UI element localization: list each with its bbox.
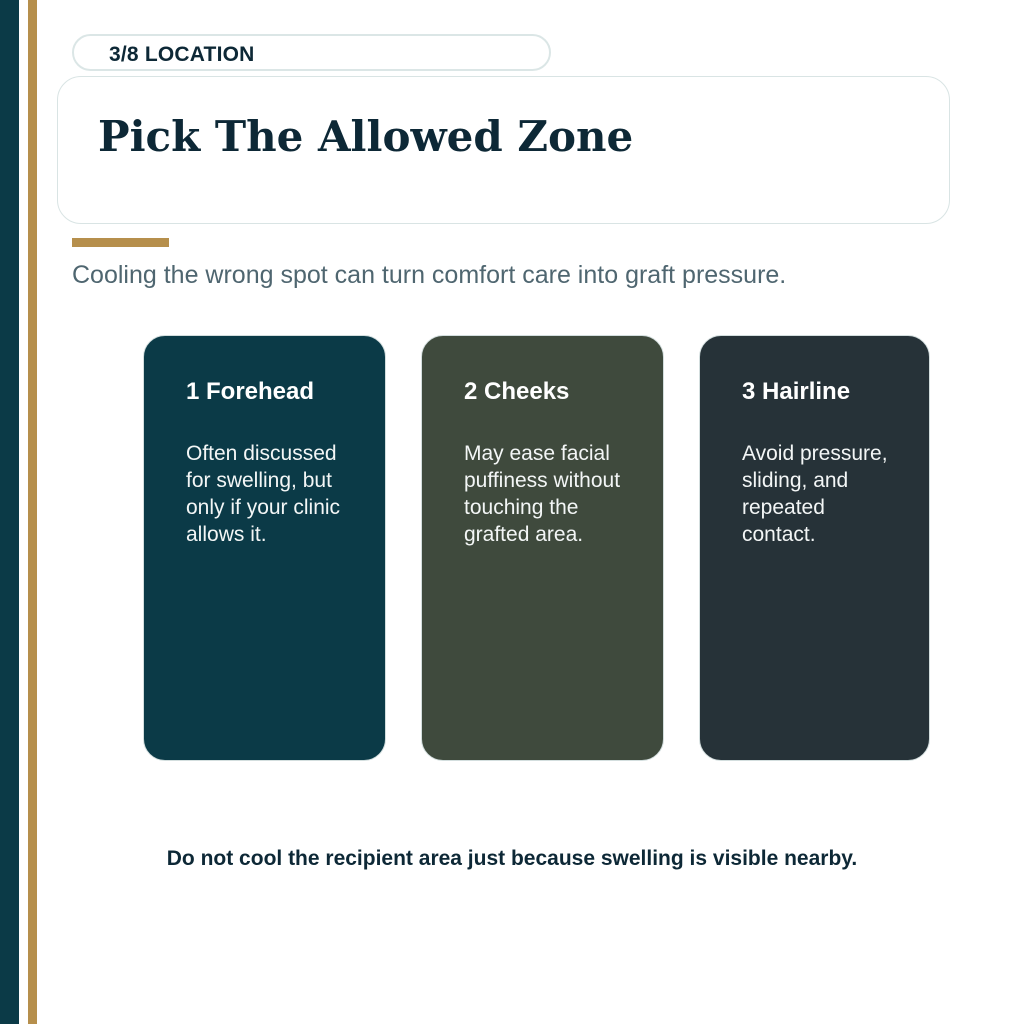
- zone-card-forehead[interactable]: [143, 335, 386, 761]
- title-card: [57, 76, 950, 224]
- zone-card-title: 2 Cheeks: [464, 378, 570, 405]
- step-indicator: [72, 34, 551, 71]
- zone-card-cheeks[interactable]: [421, 335, 664, 761]
- page-title: Pick The Allowed Zone: [98, 112, 634, 161]
- zone-card-title: 3 Hairline: [742, 378, 851, 405]
- zone-card-description: May ease facial puffiness without touching the grafted area.: [464, 442, 621, 546]
- zone-card-description: Often discussed for swelling, but only if your clinic allows it.: [186, 442, 341, 546]
- warning-note: Do not cool the recipient area just because swelling is visible nearby.: [166, 847, 858, 870]
- zone-card-description: Avoid pressure, sliding, and repeated contact.: [742, 442, 888, 546]
- page-subtitle: Cooling the wrong spot can turn comfort care into graft pressure.: [72, 261, 787, 289]
- step-label: 3/8 LOCATION: [109, 43, 255, 66]
- zone-card-title: 1 Forehead: [186, 378, 315, 405]
- title-underline-accent: [72, 238, 169, 247]
- zone-card-hairline[interactable]: [699, 335, 930, 761]
